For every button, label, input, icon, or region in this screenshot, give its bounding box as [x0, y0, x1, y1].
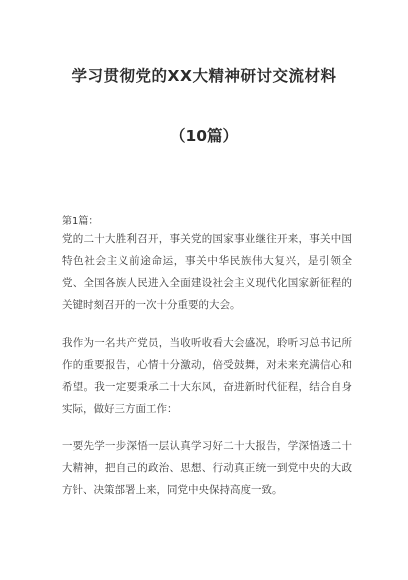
paragraph-1: 党的二十大胜利召开，事关党的国家事业继往开来，事关中国特色社会主义前途命运，事关中华民族伟大复兴，是引领全党、全国各族人民进入全面建设社会主义现代化国家新征程的关键时刻召开的一次十分重要的大会。: [62, 233, 352, 311]
paragraph-2: 我作为一名共产党员，当收听收看大会盛况，聆听习总书记所作的重要报告，心情十分激动，倍受鼓舞，对未来充满信心和希望。我一定要秉承二十大东风，奋进新时代征程，结合自身实际，做好三方面工作：: [62, 337, 352, 415]
paragraph-3: 一要先学一步深悟一层认真学习好二十大报告，学深悟透二十大精神，把自己的政治、思想、行动真正统一到党中央的大政方针、决策部署上来，同党中央保持高度一致。: [62, 440, 352, 496]
section-label: 第1篇：: [62, 216, 99, 227]
document-subtitle: （10篇）: [169, 127, 239, 145]
document-title: 学习贯彻党的XX大精神研讨交流材料: [71, 67, 337, 85]
